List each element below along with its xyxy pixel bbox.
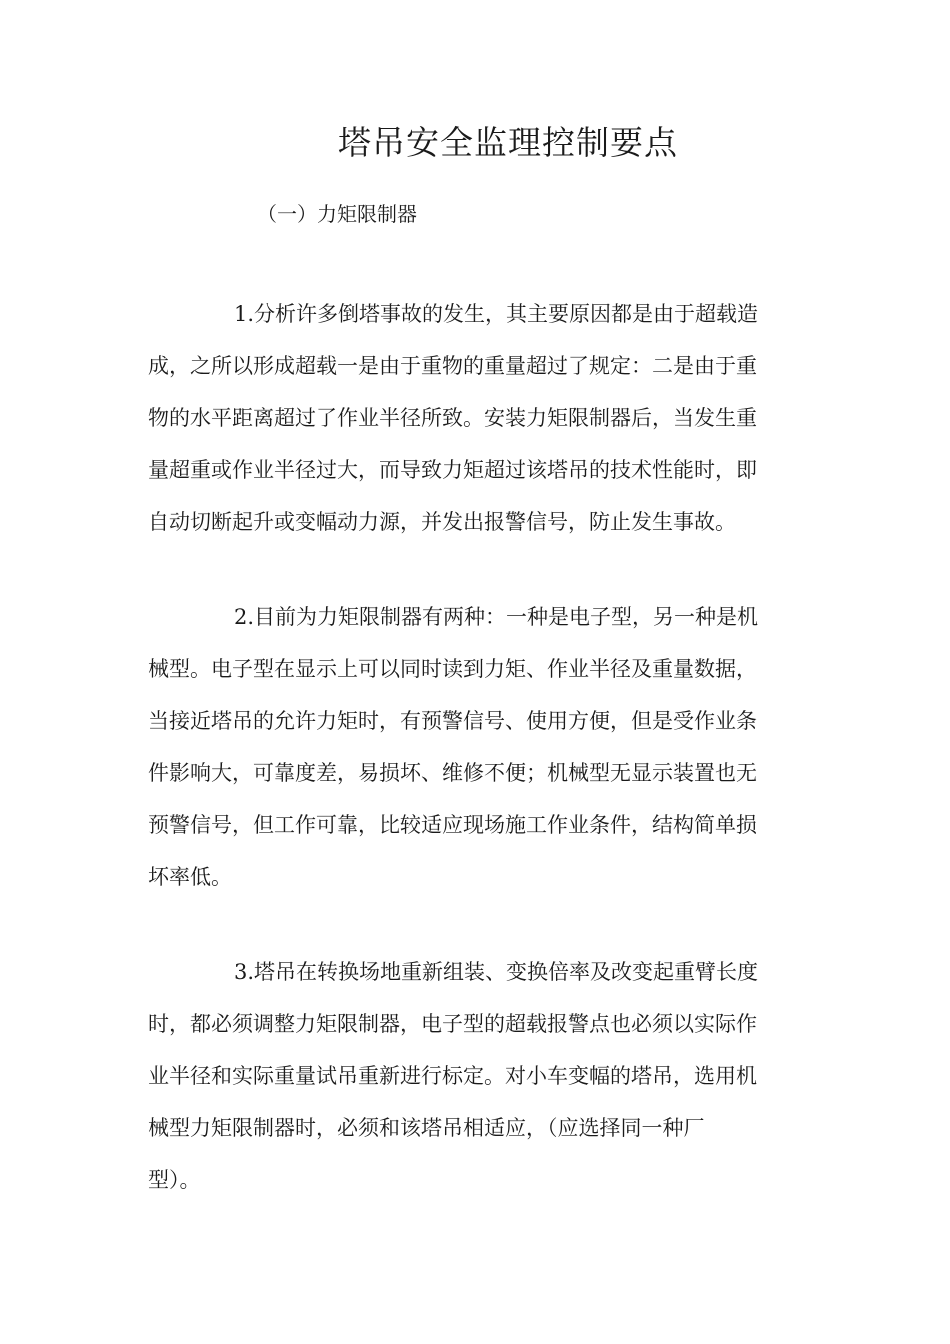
paragraph-line: 自动切断起升或变幅动力源，并发出报警信号，防止发生事故。 [148, 510, 736, 534]
paragraph-line: 型）。 [148, 1168, 201, 1192]
paragraph-line: 业半径和实际重量试吊重新进行标定。对小车变幅的塔吊，选用机 [148, 1064, 757, 1088]
paragraph-line: 1.分析许多倒塔事故的发生，其主要原因都是由于超载造 [234, 302, 759, 326]
paragraph-line: 物的水平距离超过了作业半径所致。安装力矩限制器后，当发生重 [148, 406, 757, 430]
paragraph-line: 成，之所以形成超载一是由于重物的重量超过了规定：二是由于重 [148, 354, 757, 378]
paragraph-1 [148, 288, 798, 548]
paragraph-line: 时，都必须调整力矩限制器，电子型的超载报警点也必须以实际作 [148, 1012, 757, 1036]
paragraph-line: 件影响大，可靠度差，易损坏、维修不便；机械型无显示装置也无 [148, 761, 757, 785]
paragraph-line: 械型力矩限制器时，必须和该塔吊相适应，（应选择同一种厂 [148, 1116, 705, 1140]
paragraph-line: 械型。电子型在显示上可以同时读到力矩、作业半径及重量数据， [148, 657, 757, 681]
paragraph-line: 预警信号，但工作可靠，比较适应现场施工作业条件，结构简单损 [148, 813, 757, 837]
paragraph-line: 量超重或作业半径过大，而导致力矩超过该塔吊的技术性能时，即 [148, 458, 757, 482]
document-title: 塔吊安全监理控制要点 [338, 123, 678, 162]
paragraph-3 [148, 946, 798, 1206]
section-heading: （一）力矩限制器 [257, 202, 417, 226]
paragraph-line: 坏率低。 [148, 865, 232, 889]
paragraph-line: 当接近塔吊的允许力矩时，有预警信号、使用方便，但是受作业条 [148, 709, 757, 733]
paragraph-line: 2.目前为力矩限制器有两种：一种是电子型，另一种是机 [234, 605, 759, 629]
paragraph-line: 3.塔吊在转换场地重新组装、变换倍率及改变起重臂长度 [234, 960, 759, 984]
paragraph-2 [148, 591, 798, 903]
